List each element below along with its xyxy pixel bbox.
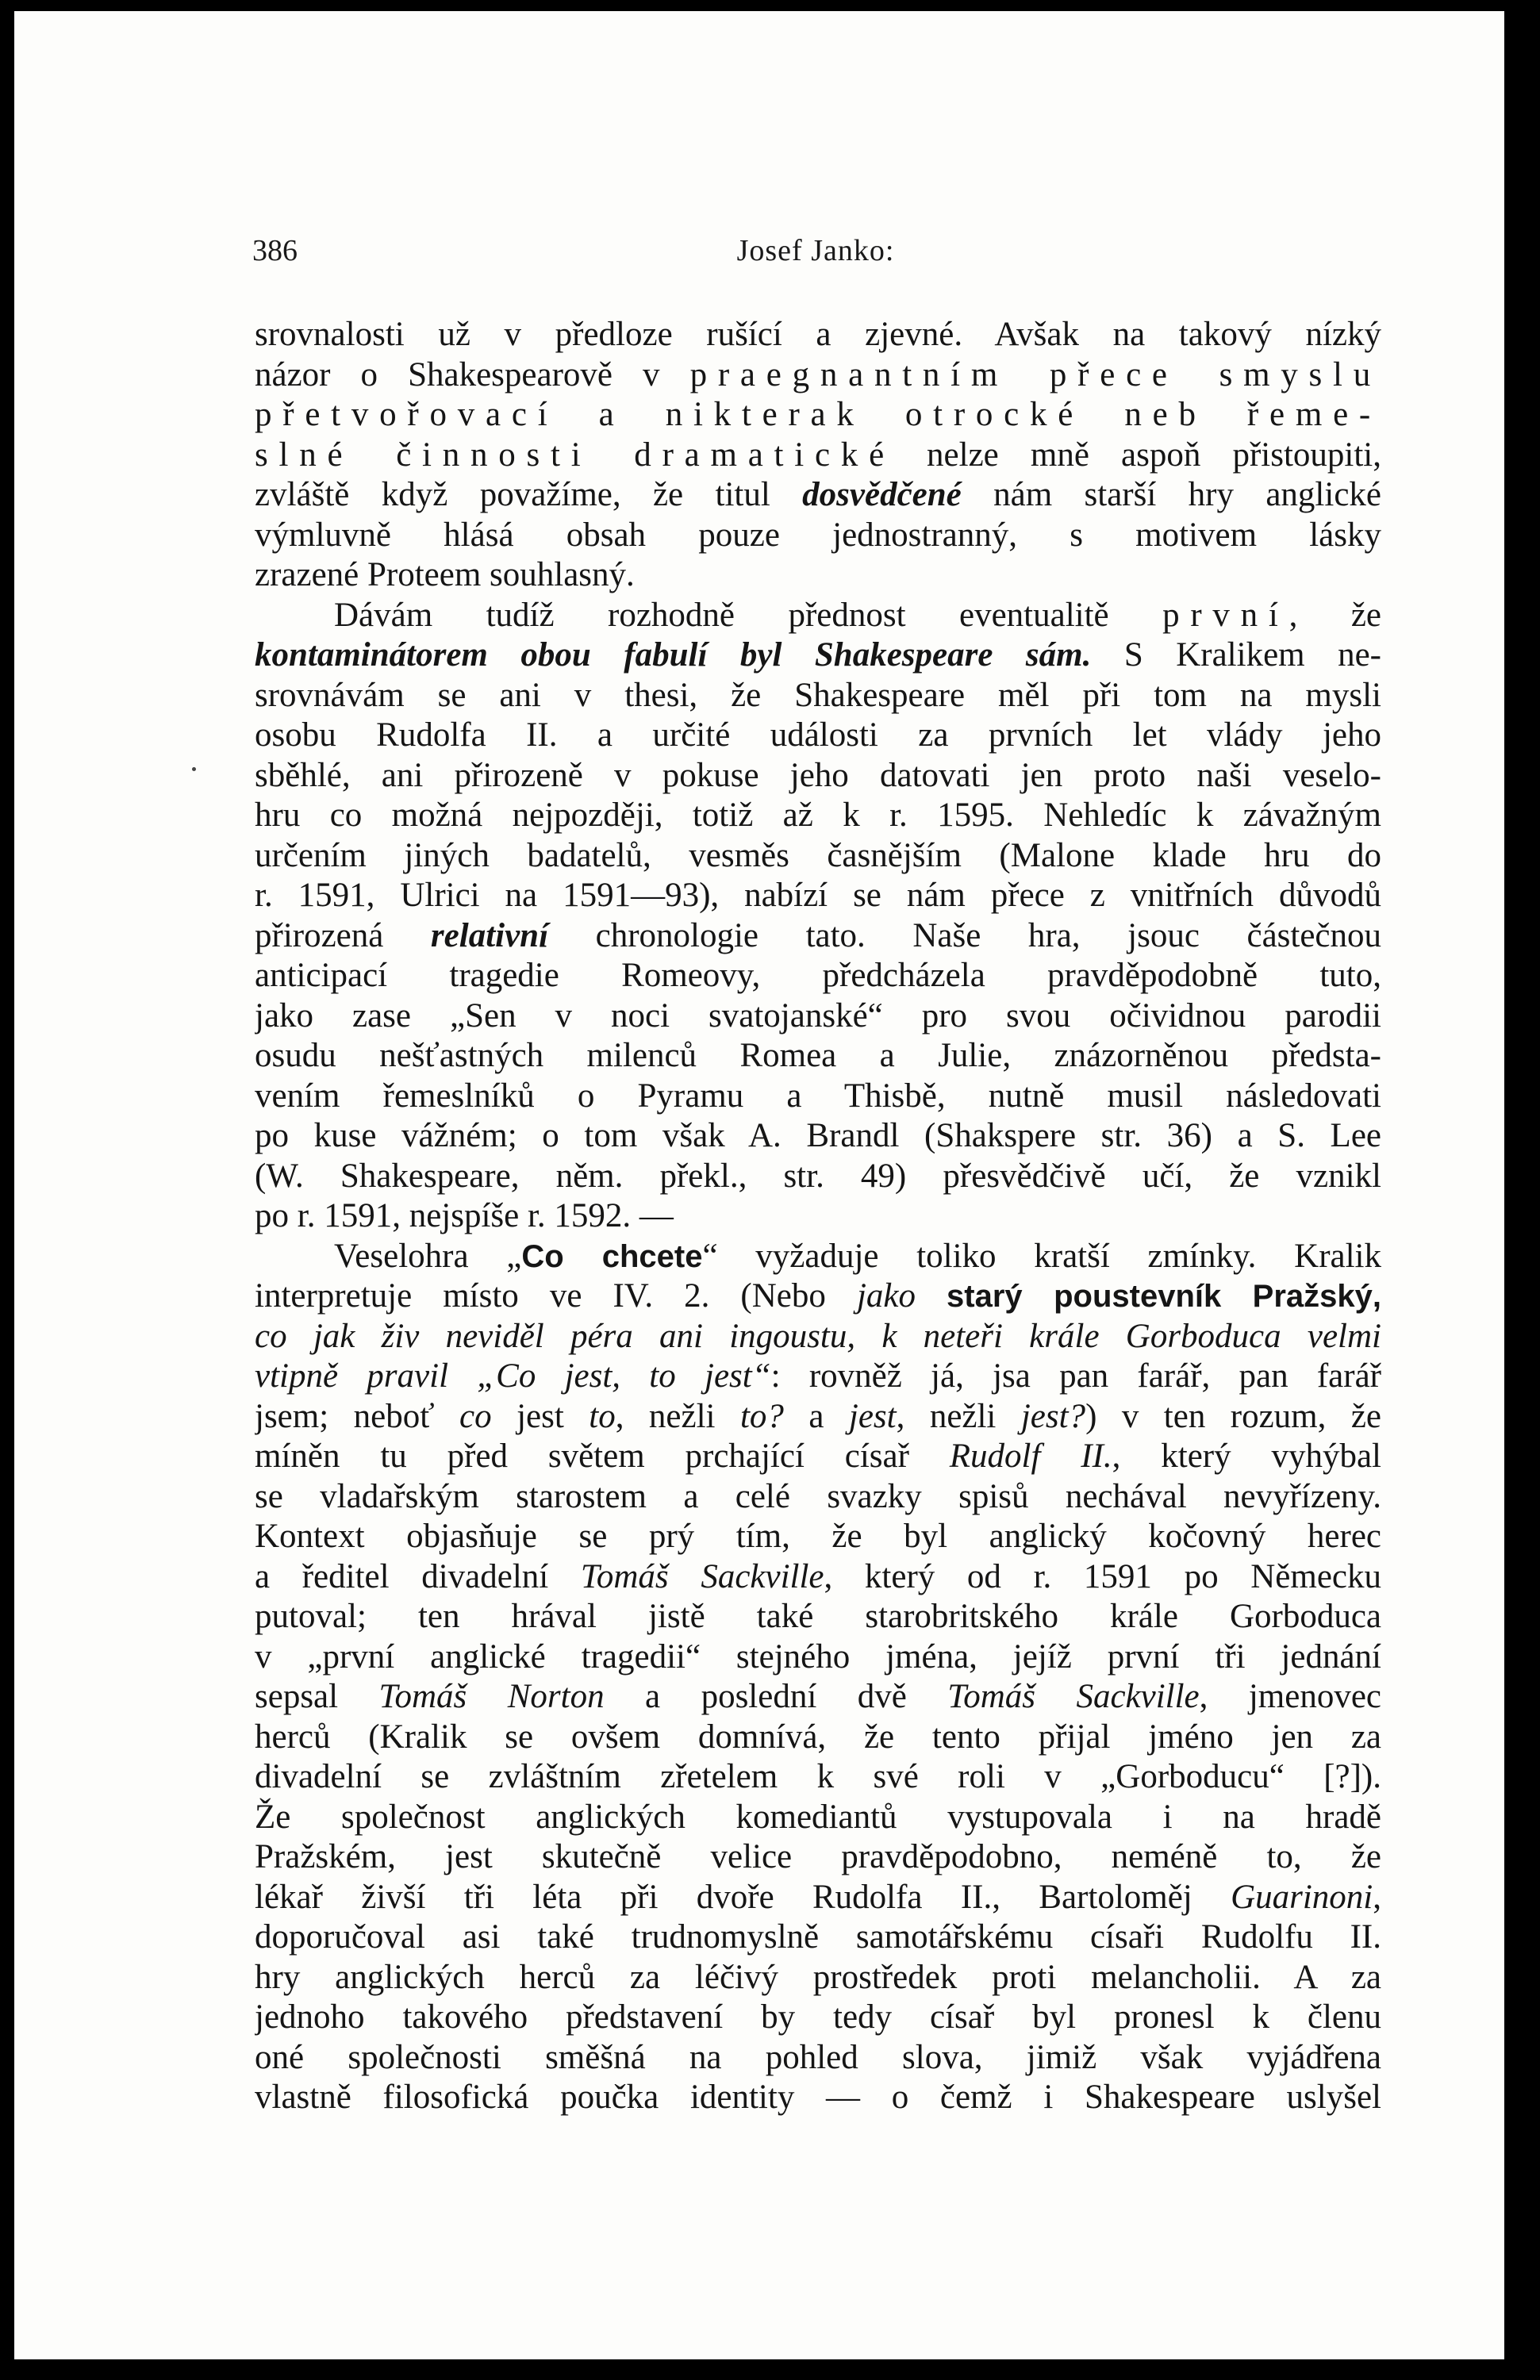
text-line: interpretuje místo ve IV. 2. (Nebo jako starý poustevník Pražský, (255, 1277, 1381, 1315)
text-line: herců (Kralik se ovšem domnívá, že tento přijal jméno jen za (255, 1718, 1381, 1756)
body-text (255, 315, 1381, 2118)
bold-emphasis: starý poustevník Pražský, (947, 1279, 1381, 1314)
text-line: doporučoval asi také trudnomyslně samotářskému císaři Rudolfu II. (255, 1918, 1381, 1956)
italic-emphasis: dosvědčené (802, 476, 962, 513)
italic-emphasis: Guarinoni (1231, 1878, 1373, 1916)
text-line: zrazené Proteem souhlasný. (255, 556, 635, 593)
text-line: sběhlé, ani přirozeně v pokuse jeho datovati jen proto naši veselo- (255, 756, 1381, 794)
text-line: hry anglických herců za léčivý prostředek proti melancholii. A za (255, 1958, 1381, 1996)
text-line: r. 1591, Ulrici na 1591—93), nabízí se nám přece z vnitřních důvodů (255, 877, 1381, 914)
text-line: srovnalosti už v předloze rušící a zjevné. Avšak na takový nízký (255, 316, 1381, 353)
text-line: vtipně pravil „Co jest, to jest“: rovněž já, jsa pan farář, pan farář (255, 1357, 1381, 1395)
spaced-emphasis: slné činnosti dramatické (255, 436, 895, 474)
text-line: (W. Shakespeare, něm. překl., str. 49) přesvědčivě učí, že vznikl (255, 1157, 1381, 1195)
text-line: oné společnosti směšná na pohled slova, jimiž však vyjádřena (255, 2038, 1381, 2076)
margin-mark (192, 767, 196, 771)
text-line: Veselohra „Co chcete“ vyžaduje toliko kratší zmínky. Kralik (334, 1237, 1381, 1275)
text-line: se vladařským starostem a celé svazky spisů nechával nevyřízeny. (255, 1477, 1381, 1515)
text-line: výmluvně hlásá obsah pouze jednostranný, s motivem lásky (255, 516, 1381, 554)
text-line: putoval; ten hrával jistě také starobritského krále Gorboduca (255, 1598, 1381, 1635)
text-line: přetvořovací a nikterak otrocké neb řeme- (255, 396, 1381, 433)
text-line: jsem; neboť co jest to, nežli to? a jest, nežli jest?) v ten rozum, že (255, 1397, 1381, 1435)
running-head: Josef Janko: (736, 234, 895, 267)
text-line: hru co možná nejpozději, totiž až k r. 1595. Nehledíc k závažným (255, 797, 1381, 834)
bold-emphasis: Co chcete (521, 1238, 703, 1274)
text-line: vením řemeslníků o Pyramu a Thisbě, nutně musil následovati (255, 1077, 1381, 1115)
text-line: určením jiných badatelů, vesměs časnějším (Malone klade hru do (255, 836, 1381, 874)
text-line: zvláště když považíme, že titul dosvědčené nám starší hry anglické (255, 476, 1381, 513)
text-line: divadelní se zvláštním zřetelem k své roli v „Gorboducu“ [?]). (255, 1758, 1381, 1795)
italic-emphasis: Rudolf II. (949, 1438, 1112, 1475)
text-line: sepsal Tomáš Norton a poslední dvě Tomáš Sackville, jmenovec (255, 1678, 1381, 1715)
text-line: Že společnost anglických komediantů vystupovala i na hradě (255, 1798, 1381, 1836)
text-line: názor o Shakespearově v praegnantním přece smyslu (255, 355, 1381, 393)
text-line: lékař živší tři léta při dvoře Rudolfa II., Bartoloměj Guarinoni, (255, 1878, 1381, 1916)
italic-emphasis: Tomáš Sackville (580, 1557, 824, 1595)
text-line: Dávám tudíž rozhodně přednost eventualitě první, že (334, 596, 1381, 634)
text-line: v „první anglické tragedii“ stejného jména, jejíž první tři jednání (255, 1637, 1381, 1676)
text-line: slné činnosti dramatické nelze mně aspoň přistoupiti, (255, 436, 1381, 474)
text-line: anticipací tragedie Romeovy, předcházela pravděpodobně tuto, (255, 957, 1381, 994)
text-line: co jak živ neviděl péra ani ingoustu, k neteři krále Gorboduca velmi (255, 1317, 1381, 1355)
italic-emphasis: jako (856, 1277, 916, 1315)
text-line: po kuse vážném; o tom však A. Brandl (Shakspere str. 36) a S. Lee (255, 1117, 1381, 1154)
text-line: míněn tu před světem prchající císař Rudolf II., který vyhýbal (255, 1438, 1381, 1475)
page-header (252, 233, 1379, 281)
text-line: srovnávám se ani v thesi, že Shakespeare měl při tom na mysli (255, 676, 1381, 714)
text-line: kontaminátorem obou fabulí byl Shakespeare sám. S Kralikem ne- (255, 636, 1381, 674)
text-line: Kontext objasňuje se prý tím, že byl anglický kočovný herec (255, 1518, 1381, 1555)
italic-emphasis: vtipně pravil „Co jest, to jest“ (255, 1357, 771, 1395)
italic-emphasis: kontaminátorem obou fabulí byl Shakespeare sám. (255, 636, 1092, 674)
text-line: Pražském, jest skutečně velice pravděpodobno, neméně to, že (255, 1838, 1381, 1875)
text-line: a ředitel divadelní Tomáš Sackville, který od r. 1591 po Německu (255, 1557, 1381, 1595)
text-line: vlastně filosofická poučka identity — o čemž i Shakespeare uslyšel (255, 2079, 1381, 2116)
spaced-emphasis: praegnantním přece smyslu (689, 355, 1381, 393)
text-line: osudu nešťastných milenců Romea a Julie, znázorněnou předsta- (255, 1037, 1381, 1074)
page-number: 386 (252, 234, 298, 267)
text-line: jako zase „Sen v noci svatojanské“ pro svou očividnou parodii (255, 996, 1381, 1035)
spaced-emphasis: první (1162, 596, 1289, 634)
italic-emphasis: relativní (430, 916, 549, 954)
book-page (14, 11, 1504, 2359)
text-line: osobu Rudolfa II. a určité události za prvních let vlády jeho (255, 716, 1381, 754)
text-line: po r. 1591, nejspíše r. 1592. — (255, 1197, 674, 1234)
text-line: přirozená relativní chronologie tato. Naše hra, jsouc částečnou (255, 916, 1381, 954)
text-line: jednoho takového představení by tedy císař byl pronesl k členu (255, 1998, 1381, 2036)
